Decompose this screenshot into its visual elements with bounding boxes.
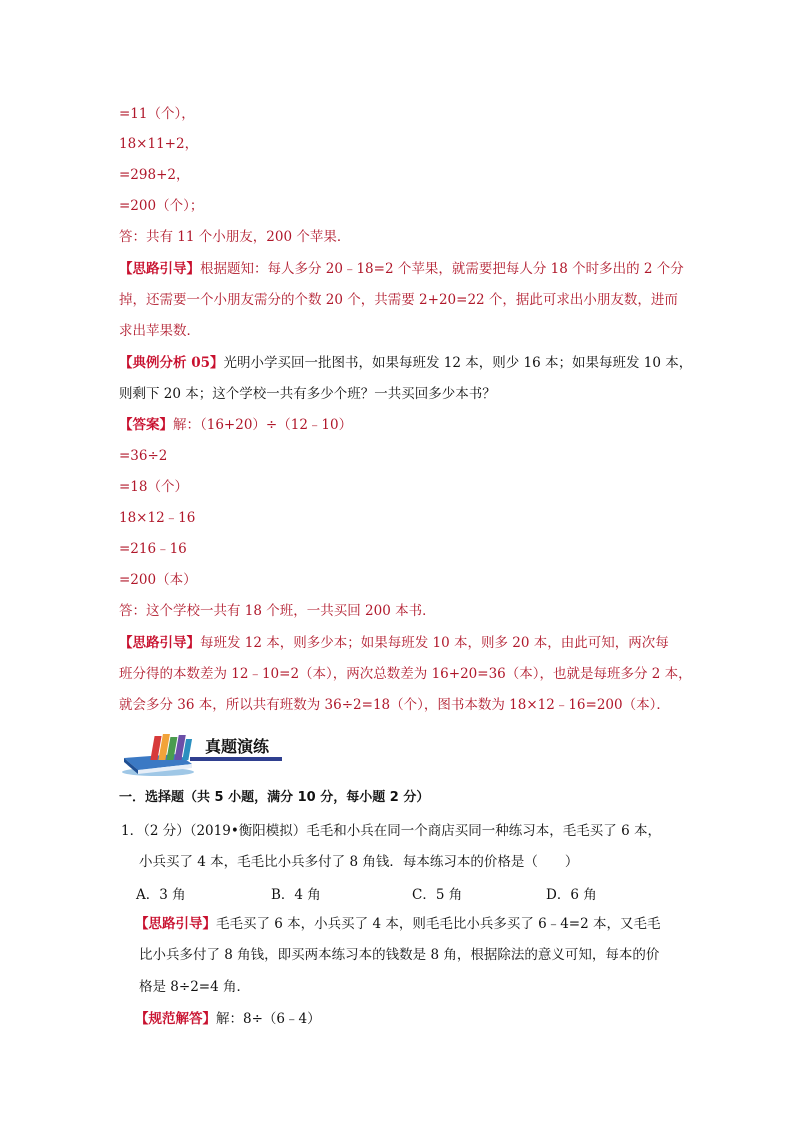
calc-line-1: =11（个）， (119, 106, 195, 122)
answer-line-2: 答：这个学校一共有 18 个班，一共买回 200 本书． (119, 603, 436, 619)
question-1-hint (135, 914, 661, 934)
calc-line-8: =216﹣16 (119, 541, 187, 557)
hint-line-3: 求出苹果数． (119, 323, 200, 339)
example-05 (119, 353, 692, 373)
option-a: A．3 角 (136, 887, 186, 903)
question-1-hint-label: 【思路引导】 (135, 916, 216, 932)
section-underline (190, 757, 282, 761)
hint-line-5: 就会多分 36 本，所以共有班数为 36÷2=18（个），图书本数为 18×12﹣16=200（本）． (119, 697, 670, 713)
question-1-line-2: 小兵买了 4 本，毛毛比小兵多付了 8 角钱．每本练习本的价格是（ ） (139, 854, 579, 870)
question-1-solution-label: 【规范解答】 (135, 1011, 216, 1027)
hint-line-4: 班分得的本数差为 12﹣10=2（本），两次总数差为 16+20=36（本），也就是每班多分 2 本， (119, 666, 692, 682)
example-text: 光明小学买回一批图书，如果每班发 12 本，则少 16 本；如果每班发 10 本， (223, 355, 693, 371)
answer-block (119, 415, 352, 435)
calc-line-5: =36÷2 (119, 448, 168, 464)
calc-line-4: =200（个）； (119, 198, 204, 214)
question-1-solution (135, 1009, 321, 1029)
question-1-solution-text: 解：8÷（6﹣4） (216, 1011, 321, 1027)
option-c: C．5 角 (412, 887, 463, 903)
question-1-line-1: 1．（2 分）（2019•衡阳模拟）毛毛和小兵在同一个商店买同一种练习本，毛毛买了 6 本， (121, 823, 661, 839)
calc-line-7: 18×12﹣16 (119, 510, 196, 526)
example-line-2: 则剩下 20 本；这个学校一共有多少个班？一共买回多少本书？ (119, 386, 496, 402)
hint-text-2: 每班发 12 本，则多少本；如果每班发 10 本，则多 20 本，由此可知，两次每 (200, 635, 669, 651)
option-b: B．4 角 (271, 887, 321, 903)
question-1-hint-line-3: 格是 8÷2=4 角． (139, 979, 250, 995)
question-1-hint-text: 毛毛买了 6 本，小兵买了 4 本，则毛毛比小兵多买了 6﹣4=2 本，又毛毛 (216, 916, 661, 932)
answer-label: 【答案】 (119, 417, 173, 433)
example-label: 【典例分析 05】 (119, 355, 224, 371)
hint-label: 【思路引导】 (119, 261, 200, 277)
hint-label-2: 【思路引导】 (119, 635, 200, 651)
hint-paragraph-1 (119, 259, 684, 279)
question-1-hint-line-2: 比小兵多付了 8 角钱，即买两本练习本的钱数是 8 角，根据除法的意义可知，每本的价 (139, 947, 660, 963)
calc-line-9: =200（本） (119, 572, 197, 588)
calc-line-3: =298+2， (119, 167, 190, 183)
section-title: 真题演练 (205, 737, 270, 756)
hint-line-2: 掉，还需要一个小朋友需分的个数 20 个，共需要 2+20=22 个，据此可求出小朋友数，进而 (119, 292, 678, 308)
calc-line-2: 18×11+2， (119, 136, 199, 152)
calc-line-6: =18（个） (119, 479, 188, 495)
answer-line: 答：共有 11 个小朋友，200 个苹果． (119, 229, 351, 245)
option-d: D．6 角 (546, 887, 597, 903)
hint-text: 根据题知：每人多分 20﹣18=2 个苹果，就需要把每人分 18 个时多出的 2 个分 (200, 261, 684, 277)
hint-paragraph-2 (119, 633, 669, 653)
part-heading: 一．选择题（共 5 小题，满分 10 分，每小题 2 分） (119, 790, 430, 805)
answer-text: 解：（16+20）÷（12﹣10） (173, 417, 353, 433)
